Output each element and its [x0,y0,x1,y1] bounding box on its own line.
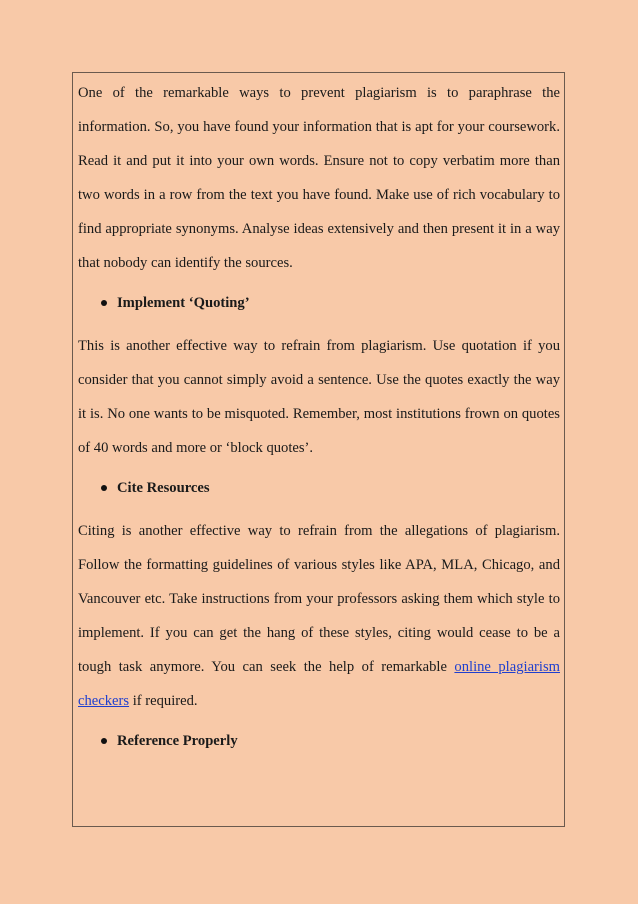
bullet-icon [101,485,107,491]
content-frame [72,72,565,827]
heading-implement-quoting [78,286,560,320]
paragraph-citing-text: Citing is another effective way to refrain from the allegations of plagiarism. Follow the formatting guidelines of various styles like APA, MLA, Chicago, and Vancouver etc. Take instructions from your professors asking them which style to implement. If you can get the hang of these styles, citing would cease to be a tough task anymore. You can seek the help of remarkable [78,523,560,675]
online-plagiarism-checkers-link[interactable]: online plagiarism checkers [78,659,560,709]
bullet-icon [101,300,107,306]
paragraph-paraphrase: One of the remarkable ways to prevent plagiarism is to paraphrase the information. So, you have found your information that is apt for your coursework. Read it and put it into your own words. Ensure not to copy verbatim more than two words in a row from the text you have found. Make use of rich vocabulary to find appropriate synonyms. Analyse ideas extensively and then present it in a way that nobody can identify the sources. [78,85,560,271]
heading-label: Implement ‘Quoting’ [117,295,250,311]
heading-label: Cite Resources [117,480,210,496]
paragraph-quoting: This is another effective way to refrain from plagiarism. Use quotation if you consider that you cannot simply avoid a sentence. Use the quotes exactly the way it is. No one wants to be misquoted. Remember, most institutions frown on quotes of 40 words and more or ‘block quotes’. [78,338,560,456]
bullet-icon [101,738,107,744]
heading-label: Reference Properly [117,733,238,749]
paragraph-citing-tail: if required. [129,693,198,709]
paragraph-citing [78,511,560,718]
document-body [78,73,560,764]
heading-reference-properly [78,724,560,758]
heading-cite-resources [78,471,560,505]
